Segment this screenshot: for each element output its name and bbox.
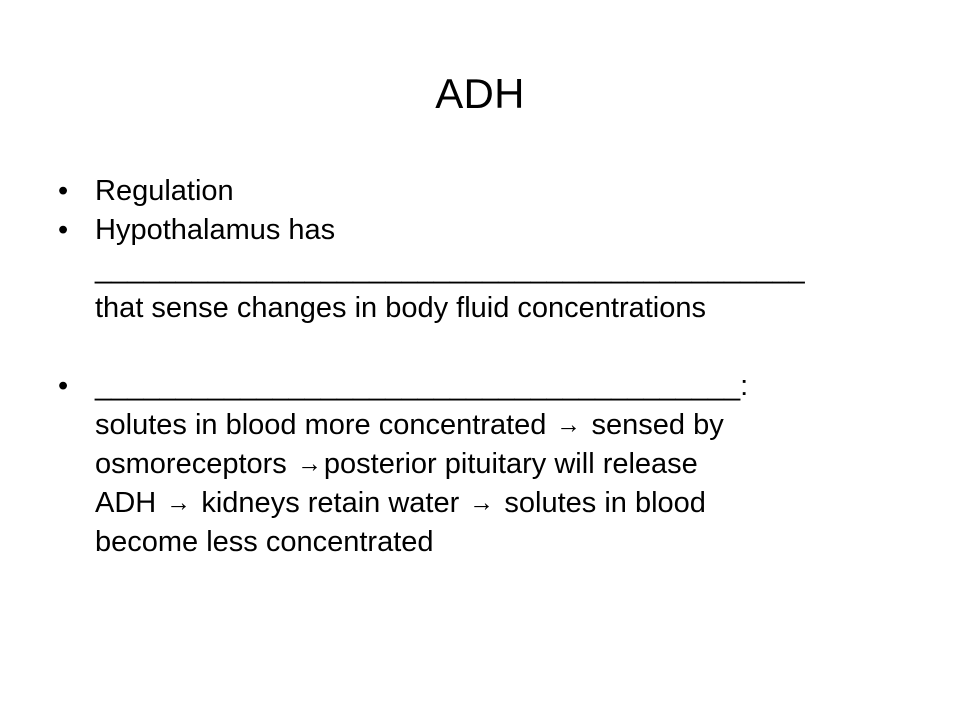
bullet-text: Regulation bbox=[95, 175, 234, 207]
process-step: posterior pituitary will release bbox=[323, 448, 698, 480]
process-step: solutes in blood bbox=[504, 487, 706, 519]
process-step: ADH bbox=[95, 487, 157, 519]
bullet-dot-icon: • bbox=[58, 370, 69, 402]
bullet-dot-icon: • bbox=[58, 175, 69, 207]
right-arrow-icon: → bbox=[297, 449, 322, 479]
right-arrow-icon: → bbox=[166, 488, 192, 518]
spacer bbox=[95, 328, 916, 367]
blank-line: ________________________________________: bbox=[95, 370, 749, 402]
right-arrow-icon: → bbox=[556, 410, 582, 440]
process-line bbox=[95, 445, 916, 484]
process-line bbox=[95, 406, 916, 445]
blank-line: ____________________________________________ bbox=[95, 253, 805, 285]
bullet-text: Hypothalamus has bbox=[95, 214, 336, 246]
process-step: kidneys retain water bbox=[201, 487, 460, 519]
bullet-item-process bbox=[56, 367, 916, 562]
bullet-item-hypothalamus bbox=[56, 211, 916, 367]
right-arrow-icon: → bbox=[469, 488, 495, 518]
process-line bbox=[95, 484, 916, 523]
bullet-item-regulation bbox=[56, 172, 916, 211]
process-step: sensed by bbox=[591, 409, 724, 441]
process-step: solutes in blood more concentrated bbox=[95, 409, 547, 441]
process-line bbox=[95, 523, 916, 562]
slide-title: ADH bbox=[435, 70, 525, 117]
process-step: osmoreceptors bbox=[95, 448, 287, 480]
bullet-dot-icon: • bbox=[58, 214, 69, 246]
bullet-list bbox=[56, 172, 916, 562]
process-step: become less concentrated bbox=[95, 526, 434, 558]
bullet-text: that sense changes in body fluid concentrations bbox=[95, 292, 707, 324]
